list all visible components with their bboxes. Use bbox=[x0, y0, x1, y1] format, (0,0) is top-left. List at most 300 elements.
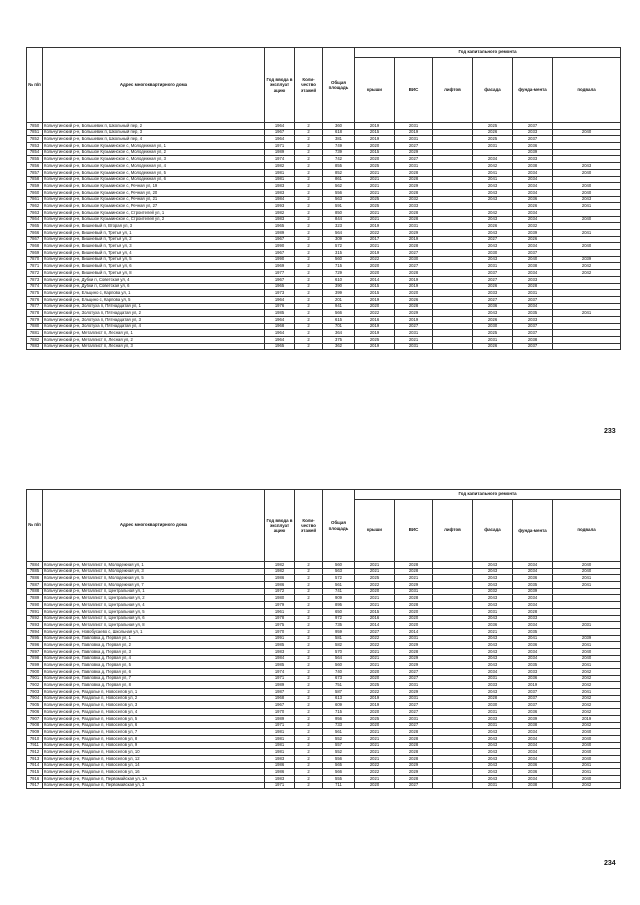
col-header-foundation-text: фунда-мента bbox=[518, 87, 547, 93]
cell-floors: 2 bbox=[295, 575, 323, 582]
cell-roof: 2019 bbox=[355, 695, 395, 702]
table-row bbox=[27, 662, 621, 669]
cell-vis: 2028 bbox=[395, 216, 433, 223]
cell-facade: 2043 bbox=[473, 635, 513, 642]
cell-area: 587 bbox=[323, 689, 355, 696]
cell-num: 7887 bbox=[27, 582, 43, 589]
cell-vis: 2028 bbox=[395, 568, 433, 575]
cell-year: 1971 bbox=[265, 722, 295, 729]
cell-lift bbox=[433, 635, 473, 642]
cell-num: 7852 bbox=[27, 136, 43, 143]
cell-facade: 2043 bbox=[473, 582, 513, 589]
table-row bbox=[27, 276, 621, 283]
cell-lift bbox=[433, 722, 473, 729]
cell-lift bbox=[433, 243, 473, 250]
table-row bbox=[27, 250, 621, 257]
cell-area: 673 bbox=[323, 675, 355, 682]
cell-num: 7899 bbox=[27, 662, 43, 669]
cell-roof: 2025 bbox=[355, 196, 395, 203]
cell-lift bbox=[433, 735, 473, 742]
cell-year: 1981 bbox=[265, 169, 295, 176]
cell-roof: 2020 bbox=[355, 156, 395, 163]
cell-basement: 2040 bbox=[553, 169, 621, 176]
cell-lift bbox=[433, 323, 473, 330]
cell-vis: 2029 bbox=[395, 655, 433, 662]
cell-foundation: 2038 bbox=[513, 722, 553, 729]
cell-foundation: 2038 bbox=[513, 337, 553, 344]
cell-address: Кольчугинский р-н, Большое Кузьминское с, Речная ул, 27 bbox=[43, 203, 265, 210]
cell-year: 1977 bbox=[265, 270, 295, 277]
cell-facade: 2021 bbox=[473, 628, 513, 635]
cell-facade: 2043 bbox=[473, 615, 513, 622]
cell-lift bbox=[433, 230, 473, 237]
cell-roof: 2027 bbox=[355, 628, 395, 635]
cell-address: Кольчугинский р-н, Раздолье п, Новоселов ул, 2 bbox=[43, 695, 265, 702]
cell-address: Кольчугинский р-н, Раздолье п, Новоселов ул, 16 bbox=[43, 769, 265, 776]
cell-year: 1964 bbox=[265, 337, 295, 344]
cell-num: 7907 bbox=[27, 715, 43, 722]
cell-lift bbox=[433, 628, 473, 635]
cell-lift bbox=[433, 575, 473, 582]
cell-address: Кольчугинский р-н, Большое Кузьминское с, Строителей ул, 2 bbox=[43, 216, 265, 223]
cell-year: 1990 bbox=[265, 256, 295, 263]
table-row bbox=[27, 143, 621, 150]
cell-year: 1965 bbox=[265, 223, 295, 230]
table-row bbox=[27, 742, 621, 749]
cell-vis: 2029 bbox=[395, 149, 433, 156]
cell-lift bbox=[433, 129, 473, 136]
cell-vis: 2019 bbox=[395, 276, 433, 283]
cell-roof: 2014 bbox=[355, 276, 395, 283]
cell-area: 566 bbox=[323, 310, 355, 317]
table-row bbox=[27, 296, 621, 303]
cell-year: 1970 bbox=[265, 628, 295, 635]
col-header-floors bbox=[295, 48, 323, 123]
table-row bbox=[27, 682, 621, 689]
cell-num: 7866 bbox=[27, 230, 43, 237]
cell-foundation: 2034 bbox=[513, 176, 553, 183]
cell-num: 7882 bbox=[27, 337, 43, 344]
cell-num: 7853 bbox=[27, 143, 43, 150]
cell-year: 1974 bbox=[265, 669, 295, 676]
col-header-floors-text: Коли-чество этажей bbox=[300, 77, 317, 93]
table-row bbox=[27, 695, 621, 702]
table-row bbox=[27, 223, 621, 230]
cell-address: Кольчугинский р-н, Золотуха п, Пятнадцатая ул, 2 bbox=[43, 310, 265, 317]
cell-basement: 2043 bbox=[553, 196, 621, 203]
cell-num: 7894 bbox=[27, 628, 43, 635]
cell-vis: 2021 bbox=[395, 575, 433, 582]
cell-year: 1979 bbox=[265, 602, 295, 609]
cell-year: 1986 bbox=[265, 762, 295, 769]
cell-area: 591 bbox=[323, 203, 355, 210]
cell-lift bbox=[433, 136, 473, 143]
cell-num: 7870 bbox=[27, 256, 43, 263]
cell-roof: 2021 bbox=[355, 602, 395, 609]
cell-year: 1990 bbox=[265, 243, 295, 250]
cell-area: 749 bbox=[323, 143, 355, 150]
table-row bbox=[27, 183, 621, 190]
cell-foundation: 2033 bbox=[513, 129, 553, 136]
cell-floors: 2 bbox=[295, 642, 323, 649]
cell-vis: 2029 bbox=[395, 310, 433, 317]
table-row bbox=[27, 163, 621, 170]
cell-address: Кольчугинский р-н, Большое Кузьминское с, Молодежная ул, 3 bbox=[43, 156, 265, 163]
cell-roof: 2019 bbox=[355, 223, 395, 230]
cell-floors: 2 bbox=[295, 588, 323, 595]
cell-basement: 2041 bbox=[553, 762, 621, 769]
table-row bbox=[27, 236, 621, 243]
cell-lift bbox=[433, 729, 473, 736]
cell-facade: 2043 bbox=[473, 575, 513, 582]
cell-vis: 2030 bbox=[395, 256, 433, 263]
cell-foundation: 2038 bbox=[513, 263, 553, 270]
cell-facade: 2033 bbox=[473, 715, 513, 722]
cell-num: 7869 bbox=[27, 250, 43, 257]
cell-floors: 2 bbox=[295, 582, 323, 589]
cell-year: 1983 bbox=[265, 776, 295, 783]
cell-lift bbox=[433, 562, 473, 569]
cell-facade: 2043 bbox=[473, 648, 513, 655]
cell-lift bbox=[433, 250, 473, 257]
cell-num: 7909 bbox=[27, 729, 43, 736]
cell-lift bbox=[433, 256, 473, 263]
cell-facade: 2037 bbox=[473, 270, 513, 277]
cell-area: 565 bbox=[323, 762, 355, 769]
capital-repair-table bbox=[26, 489, 621, 789]
cell-floors: 2 bbox=[295, 568, 323, 575]
cell-foundation: 2038 bbox=[513, 163, 553, 170]
cell-vis: 2028 bbox=[395, 303, 433, 310]
table-row bbox=[27, 263, 621, 270]
cell-address: Кольчугинский р-н, Павловка д, Первая ул, 2 bbox=[43, 642, 265, 649]
cell-year: 1965 bbox=[265, 283, 295, 290]
cell-area: 564 bbox=[323, 230, 355, 237]
cell-facade: 2043 bbox=[473, 568, 513, 575]
cell-num: 7905 bbox=[27, 702, 43, 709]
cell-lift bbox=[433, 209, 473, 216]
cell-foundation: 2037 bbox=[513, 330, 553, 337]
cell-basement: 2040 bbox=[553, 755, 621, 762]
cell-vis: 2027 bbox=[395, 250, 433, 257]
cell-facade: 2030 bbox=[473, 323, 513, 330]
cell-year: 1991 bbox=[265, 635, 295, 642]
cell-foundation: 2037 bbox=[513, 695, 553, 702]
cell-roof: 2021 bbox=[355, 595, 395, 602]
cell-area: 715 bbox=[323, 709, 355, 716]
cell-facade: 2043 bbox=[473, 256, 513, 263]
cell-num: 7858 bbox=[27, 176, 43, 183]
cell-basement: 2042 bbox=[553, 682, 621, 689]
cell-roof: 2022 bbox=[355, 230, 395, 237]
cell-floors: 2 bbox=[295, 230, 323, 237]
cell-foundation: 2037 bbox=[513, 136, 553, 143]
cell-facade: 2033 bbox=[473, 290, 513, 297]
cell-num: 7901 bbox=[27, 675, 43, 682]
cell-area: 735 bbox=[323, 622, 355, 629]
cell-floors: 2 bbox=[295, 782, 323, 789]
cell-vis: 2027 bbox=[395, 156, 433, 163]
cell-address: Кольчугинский р-н, Металлист п, Молодежная ул, 5 bbox=[43, 575, 265, 582]
cell-floors: 2 bbox=[295, 149, 323, 156]
cell-area: 618 bbox=[323, 129, 355, 136]
cell-roof: 2020 bbox=[355, 143, 395, 150]
cell-basement: 2040 bbox=[553, 742, 621, 749]
cell-vis: 2029 bbox=[395, 230, 433, 237]
cell-address: Кольчугинский р-н, Раздолье п, Новоселов ул, 6 bbox=[43, 722, 265, 729]
cell-foundation: 2038 bbox=[513, 782, 553, 789]
cell-facade: 2026 bbox=[473, 343, 513, 350]
cell-year: 1969 bbox=[265, 263, 295, 270]
cell-num: 7917 bbox=[27, 782, 43, 789]
cell-roof: 2021 bbox=[355, 655, 395, 662]
cell-roof: 2021 bbox=[355, 776, 395, 783]
cell-basement bbox=[553, 250, 621, 257]
cell-area: 557 bbox=[323, 742, 355, 749]
table-row bbox=[27, 136, 621, 143]
table-row bbox=[27, 316, 621, 323]
cell-address: Кольчугинский р-н, Металлист п, Центральная ул, 5 bbox=[43, 608, 265, 615]
cell-foundation: 2028 bbox=[513, 283, 553, 290]
cell-roof: 2025 bbox=[355, 682, 395, 689]
cell-address: Кольчугинский р-н, Ельцино с, Карпова ул, 5 bbox=[43, 296, 265, 303]
cell-basement: 2042 bbox=[553, 263, 621, 270]
cell-facade: 2043 bbox=[473, 735, 513, 742]
cell-lift bbox=[433, 622, 473, 629]
cell-address: Кольчугинский р-н, Металлист п, Центральная ул, 1 bbox=[43, 588, 265, 595]
cell-year: 1964 bbox=[265, 136, 295, 143]
table-row bbox=[27, 256, 621, 263]
col-header-area-text: Общая площадь bbox=[328, 79, 349, 90]
cell-basement bbox=[553, 296, 621, 303]
cell-vis: 2027 bbox=[395, 263, 433, 270]
cell-lift bbox=[433, 316, 473, 323]
cell-facade: 2043 bbox=[473, 762, 513, 769]
cell-floors: 2 bbox=[295, 695, 323, 702]
cell-num: 7863 bbox=[27, 209, 43, 216]
cell-year: 1981 bbox=[265, 729, 295, 736]
cell-floors: 2 bbox=[295, 283, 323, 290]
cell-num: 7914 bbox=[27, 762, 43, 769]
cell-facade: 2043 bbox=[473, 183, 513, 190]
cell-area: 701 bbox=[323, 323, 355, 330]
cell-floors: 2 bbox=[295, 270, 323, 277]
cell-roof: 2021 bbox=[355, 183, 395, 190]
cell-lift bbox=[433, 762, 473, 769]
cell-floors: 2 bbox=[295, 648, 323, 655]
cell-foundation: 2019 bbox=[513, 682, 553, 689]
table-row bbox=[27, 608, 621, 615]
cell-foundation: 2036 bbox=[513, 642, 553, 649]
cell-foundation: 2034 bbox=[513, 209, 553, 216]
table-row bbox=[27, 129, 621, 136]
cell-year: 1981 bbox=[265, 749, 295, 756]
cell-num: 7878 bbox=[27, 310, 43, 317]
cell-roof: 2016 bbox=[355, 316, 395, 323]
cell-area: 959 bbox=[323, 628, 355, 635]
cell-floors: 2 bbox=[295, 602, 323, 609]
cell-facade: 2043 bbox=[473, 216, 513, 223]
table-row bbox=[27, 635, 621, 642]
table-body bbox=[27, 123, 621, 350]
cell-roof: 2019 bbox=[355, 123, 395, 130]
cell-roof: 2016 bbox=[355, 615, 395, 622]
cell-lift bbox=[433, 742, 473, 749]
cell-basement: 2040 bbox=[553, 216, 621, 223]
col-header-lift: лифтов bbox=[433, 58, 473, 123]
cell-foundation: 2036 bbox=[513, 143, 553, 150]
cell-year: 1971 bbox=[265, 675, 295, 682]
document-page-234 bbox=[0, 452, 640, 905]
cell-foundation: 2034 bbox=[513, 568, 553, 575]
cell-lift bbox=[433, 689, 473, 696]
cell-facade: 2043 bbox=[473, 642, 513, 649]
cell-vis: 2028 bbox=[395, 189, 433, 196]
cell-lift bbox=[433, 568, 473, 575]
cell-basement: 2040 bbox=[553, 776, 621, 783]
cell-address: Кольчугинский р-н, Вишневый п, Третья ул, 6 bbox=[43, 263, 265, 270]
table-row bbox=[27, 595, 621, 602]
cell-year: 1967 bbox=[265, 276, 295, 283]
cell-roof: 2020 bbox=[355, 263, 395, 270]
cell-vis: 2019 bbox=[395, 316, 433, 323]
cell-area: 610 bbox=[323, 276, 355, 283]
cell-floors: 2 bbox=[295, 236, 323, 243]
cell-facade: 2043 bbox=[473, 742, 513, 749]
cell-floors: 2 bbox=[295, 562, 323, 569]
cell-lift bbox=[433, 655, 473, 662]
cell-address: Кольчугинский р-н, Большое Кузьминское с, Молодежная ул, 2 bbox=[43, 149, 265, 156]
cell-year: 1980 bbox=[265, 595, 295, 602]
cell-year: 1964 bbox=[265, 316, 295, 323]
cell-num: 7916 bbox=[27, 776, 43, 783]
cell-floors: 2 bbox=[295, 675, 323, 682]
cell-num: 7896 bbox=[27, 642, 43, 649]
cell-foundation: 2034 bbox=[513, 735, 553, 742]
cell-foundation: 2035 bbox=[513, 582, 553, 589]
cell-address: Кольчугинский р-н, Металлист п, Лесная ул, 1 bbox=[43, 330, 265, 337]
cell-address: Кольчугинский р-н, Вишневый п, Третья ул, 2 bbox=[43, 236, 265, 243]
cell-vis: 2028 bbox=[395, 729, 433, 736]
cell-floors: 2 bbox=[295, 669, 323, 676]
cell-year: 1967 bbox=[265, 250, 295, 257]
cell-foundation: 2034 bbox=[513, 648, 553, 655]
cell-num: 7912 bbox=[27, 749, 43, 756]
cell-num: 7881 bbox=[27, 330, 43, 337]
cell-lift bbox=[433, 343, 473, 350]
cell-address: Кольчугинский р-н, Раздолье п, Новоселов ул, 3 bbox=[43, 702, 265, 709]
col-header-lift: лифтов bbox=[433, 500, 473, 562]
cell-roof: 2019 bbox=[355, 136, 395, 143]
cell-num: 7871 bbox=[27, 263, 43, 270]
table-row bbox=[27, 702, 621, 709]
cell-year: 1984 bbox=[265, 655, 295, 662]
cell-roof: 2025 bbox=[355, 203, 395, 210]
cell-roof: 2021 bbox=[355, 216, 395, 223]
table-row bbox=[27, 735, 621, 742]
cell-floors: 2 bbox=[295, 250, 323, 257]
cell-year: 1982 bbox=[265, 568, 295, 575]
cell-vis: 2027 bbox=[395, 669, 433, 676]
cell-basement: 2031 bbox=[553, 622, 621, 629]
cell-basement bbox=[553, 343, 621, 350]
cell-address: Кольчугинский р-н, Дубки п, Советская ул, 6 bbox=[43, 283, 265, 290]
cell-foundation: 2035 bbox=[513, 628, 553, 635]
cell-lift bbox=[433, 330, 473, 337]
cell-num: 7900 bbox=[27, 669, 43, 676]
cell-lift bbox=[433, 163, 473, 170]
cell-basement: 2041 bbox=[553, 582, 621, 589]
cell-area: 850 bbox=[323, 209, 355, 216]
cell-area: 566 bbox=[323, 769, 355, 776]
table-row bbox=[27, 642, 621, 649]
cell-num: 7895 bbox=[27, 635, 43, 642]
cell-vis: 2019 bbox=[395, 236, 433, 243]
cell-address: Кольчугинский р-н, Раздолье п, Новоселов ул, 8 bbox=[43, 735, 265, 742]
table-row bbox=[27, 628, 621, 635]
cell-floors: 2 bbox=[295, 296, 323, 303]
cell-roof: 2020 bbox=[355, 675, 395, 682]
cell-address: Кольчугинский р-н, Металлист п, Молодежная ул, 7 bbox=[43, 582, 265, 589]
cell-address: Кольчугинский р-н, Металлист п, Лесная ул, 3 bbox=[43, 343, 265, 350]
cell-area: 309 bbox=[323, 236, 355, 243]
col-header-year bbox=[265, 490, 295, 562]
cell-year: 1989 bbox=[265, 230, 295, 237]
cell-facade: 2041 bbox=[473, 169, 513, 176]
cell-num: 7851 bbox=[27, 129, 43, 136]
cell-num: 7902 bbox=[27, 682, 43, 689]
cell-floors: 2 bbox=[295, 243, 323, 250]
cell-basement bbox=[553, 303, 621, 310]
cell-foundation: 2033 bbox=[513, 316, 553, 323]
cell-year: 1964 bbox=[265, 296, 295, 303]
cell-floors: 2 bbox=[295, 189, 323, 196]
cell-basement: 2041 bbox=[553, 689, 621, 696]
cell-facade: 2030 bbox=[473, 250, 513, 257]
cell-roof: 2017 bbox=[355, 236, 395, 243]
cell-num: 7906 bbox=[27, 709, 43, 716]
cell-area: 581 bbox=[323, 635, 355, 642]
cell-lift bbox=[433, 283, 473, 290]
col-header-floors-text: Коли-чество этажей bbox=[300, 517, 317, 534]
cell-basement bbox=[553, 283, 621, 290]
cell-area: 582 bbox=[323, 642, 355, 649]
cell-vis: 2033 bbox=[395, 203, 433, 210]
cell-year: 1981 bbox=[265, 176, 295, 183]
cell-lift bbox=[433, 156, 473, 163]
cell-vis: 2031 bbox=[395, 682, 433, 689]
cell-year: 1981 bbox=[265, 735, 295, 742]
cell-vis: 2031 bbox=[395, 635, 433, 642]
cell-address: Кольчугинский р-н, Раздолье п, Новоселов ул, 7 bbox=[43, 729, 265, 736]
cell-roof: 2021 bbox=[355, 562, 395, 569]
cell-roof: 2021 bbox=[355, 735, 395, 742]
cell-year: 1964 bbox=[265, 123, 295, 130]
cell-lift bbox=[433, 183, 473, 190]
cell-foundation: 2037 bbox=[513, 323, 553, 330]
table-row bbox=[27, 562, 621, 569]
cell-floors: 2 bbox=[295, 762, 323, 769]
cell-area: 315 bbox=[323, 250, 355, 257]
cell-area: 381 bbox=[323, 136, 355, 143]
cell-area: 844 bbox=[323, 216, 355, 223]
table-row bbox=[27, 203, 621, 210]
cell-address: Кольчугинский р-н, Раздолье п, Новоселов ул, 1 bbox=[43, 689, 265, 696]
col-header-vis: ВИС bbox=[395, 500, 433, 562]
cell-num: 7875 bbox=[27, 290, 43, 297]
cell-address: Кольчугинский р-н, Золотуха п, Пятнадцатая ул, 3 bbox=[43, 316, 265, 323]
cell-lift bbox=[433, 169, 473, 176]
